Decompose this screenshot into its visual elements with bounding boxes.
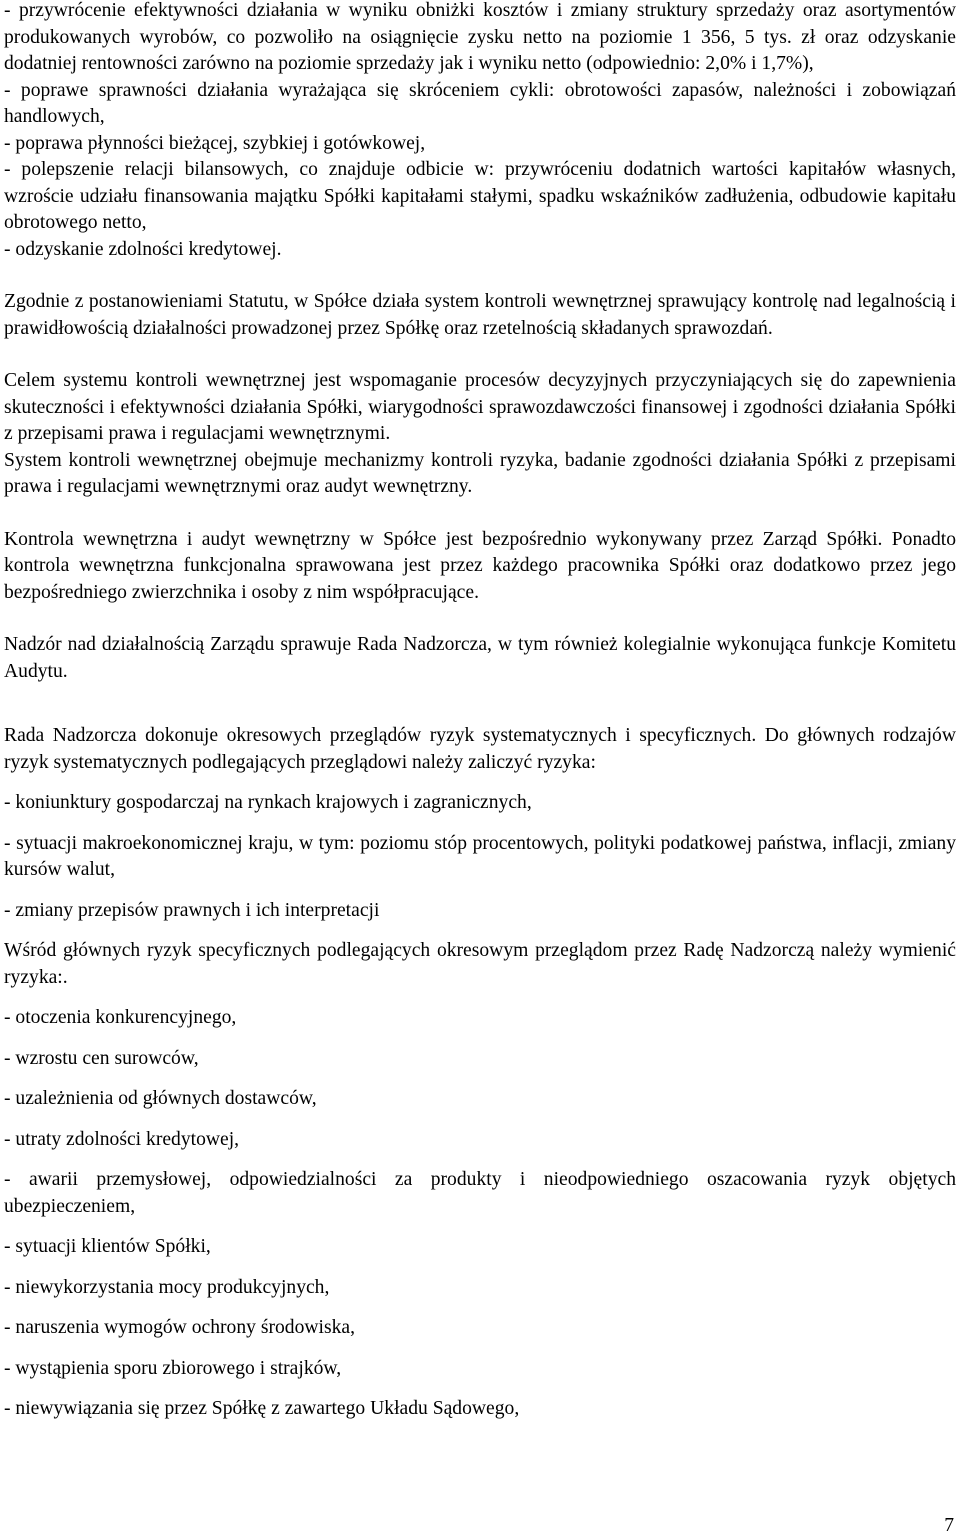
paragraph-spacer (4, 884, 956, 898)
paragraph: - niewykorzystania mocy produkcyjnych, (4, 1276, 330, 1298)
paragraph-spacer (4, 263, 956, 289)
paragraph: Celem systemu kontroli wewnętrznej jest wspomaganie procesów decyzyjnych przyczyniających się do zapewnienia skuteczności i efektywności działania Spółki, wiarygodności sprawozdawczości finansowej i zgodności działania Spółki z przepisami prawa i regulacjami wewnętrznymi. (4, 370, 956, 444)
paragraph: - sytuacji klientów Spółki, (4, 1236, 211, 1257)
paragraph: - odzyskanie zdolności kredytowej. (4, 238, 282, 260)
paragraph-spacer (4, 1072, 956, 1086)
paragraph: Rada Nadzorcza dokonuje okresowych przeglądów ryzyk systematycznych i specyficznych. Do głównych rodzajów ryzyk systematycznych podlegających przeglądowi należy zaliczyć ryzyka: (4, 725, 956, 773)
paragraph: - poprawe sprawności działania wyrażająca się skróceniem cykli: obrotowości zapasów, należności i zobowiązań handlowych, (4, 79, 956, 127)
paragraph-spacer (4, 1261, 956, 1275)
paragraph: - naruszenia wymogów ochrony środowiska, (4, 1317, 355, 1338)
paragraph: - przywrócenie efektywności działania w wyniku obniżki kosztów i zmiany struktury sprzedaży oraz asortymentów produkowanych wyrobów, co pozwoliło na osiągnięcie zysku netto na poziomie 1 356, 5 tys. zł oraz odzyskanie dodatniej rentowności zarówno na poziomie sprzedaży jak i wyniku netto (odpowiednio: 2,0% i 1,7%), (4, 0, 956, 74)
paragraph: - polepszenie relacji bilansowych, co znajduje odbicie w: przywróceniu dodatnich wartości kapitałów własnych, wzroście udziału finansowania majątku Spółki kapitałami stałymi, spadku wskaźników zadłużenia, odbudowie kapitału obrotowego netto, (4, 159, 956, 233)
paragraph-spacer (4, 1113, 956, 1127)
paragraph-spacer (4, 991, 956, 1005)
paragraph-spacer (4, 1153, 956, 1167)
paragraph-spacer (4, 1342, 956, 1356)
paragraph-spacer (4, 1301, 956, 1315)
paragraph: - awarii przemysłowej, odpowiedzialności za produkty i nieodpowiedniego oszacowania ryzyk objętych ubezpieczeniem, (4, 1169, 956, 1217)
paragraph: - niewywiązania się przez Spółkę z zawartego Układu Sądowego, (4, 1398, 520, 1419)
paragraph: - sytuacji makroekonomicznej kraju, w tym: poziomu stóp procentowych, polityki podatkowej państwa, inflacji, zmiany kursów walut, (4, 832, 956, 880)
paragraph: - zmiany przepisów prawnych i ich interpretacji (4, 899, 380, 921)
page-number: 7 (944, 1515, 954, 1536)
paragraph: System kontroli wewnętrznej obejmuje mechanizmy kontroli ryzyka, badanie zgodności działania Spółki z przepisami prawa i regulacjami wewnętrznymi oraz audyt wewnętrzny. (4, 449, 956, 497)
document-page (4, 0, 956, 1423)
paragraph: Wśród głównych ryzyk specyficznych podlegających okresowym przeglądom przez Radę Nadzorczą należy wymienić ryzyka:. (4, 940, 956, 988)
paragraph: Zgodnie z postanowieniami Statutu, w Spółce działa system kontroli wewnętrznej sprawujący kontrolę nad legalnością i prawidłowością działalności prowadzonej przez Spółkę oraz rzetelnością składanych sprawozdań. (4, 291, 956, 339)
paragraph-spacer (4, 606, 956, 632)
paragraph-spacer (4, 776, 956, 790)
paragraph: - otoczenia konkurencyjnego, (4, 1007, 237, 1028)
paragraph: Nadzór nad działalnością Zarządu sprawuje Rada Nadzorcza, w tym również kolegialnie wykonująca funkcje Komitetu Audytu. (4, 634, 956, 682)
paragraph: - wystąpienia sporu zbiorowego i strajków, (4, 1357, 342, 1379)
paragraph-spacer (4, 1382, 956, 1396)
paragraph-spacer (4, 342, 956, 368)
paragraph: Kontrola wewnętrzna i audyt wewnętrzny w Spółce jest bezpośrednio wykonywany przez Zarząd Spółki. Ponadto kontrola wewnętrzna funkcjonalna sprawowana jest przez każdego pracownika Spółki oraz dodatkowo przez jego bezpośredniego zwierzchnika i osoby z nim współpracujące. (4, 528, 956, 603)
paragraph-spacer (4, 817, 956, 831)
paragraph-spacer (4, 501, 956, 527)
paragraph-spacer (4, 1220, 956, 1234)
paragraph-spacer (4, 924, 956, 938)
paragraph: - utraty zdolności kredytowej, (4, 1128, 240, 1150)
paragraph-spacer (4, 1032, 956, 1046)
paragraph: - uzależnienia od głównych dostawców, (4, 1088, 317, 1109)
paragraph: - wzrostu cen surowców, (4, 1047, 199, 1069)
paragraph: - poprawa płynności bieżącej, szybkiej i gotówkowej, (4, 132, 426, 154)
document-body (4, 0, 956, 1423)
paragraph-spacer (4, 685, 956, 723)
paragraph: - koniunktury gospodarczaj na rynkach krajowych i zagranicznych, (4, 792, 532, 813)
